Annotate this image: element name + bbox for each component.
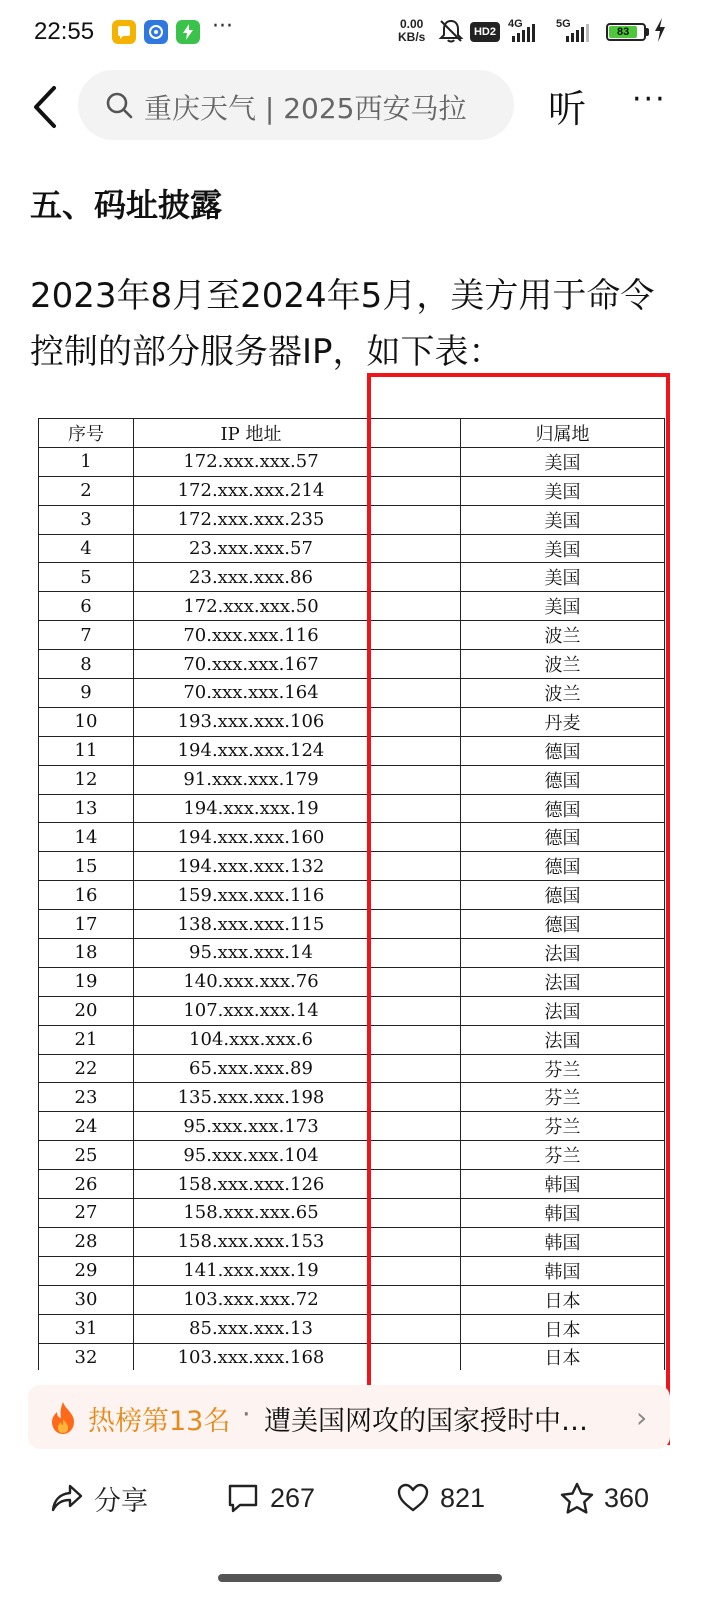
row-location: 德国 [461,736,665,765]
row-ip-address: 23.xxx.xxx.86 [134,563,369,592]
row-ip-address: 158.xxx.xxx.153 [134,1227,369,1256]
row-index: 29 [39,1256,134,1285]
row-location: 美国 [461,592,665,621]
row-ip-address: 172.xxx.xxx.235 [134,505,369,534]
row-ip-address: 158.xxx.xxx.126 [134,1170,369,1199]
hd-badge: HD2 [470,22,500,42]
row-location: 德国 [461,881,665,910]
network-speed-value: 0.00 [399,17,424,31]
row-location: 韩国 [461,1199,665,1228]
favorite-count: 360 [604,1482,650,1513]
fire-icon [48,1401,78,1435]
comment-count: 267 [270,1482,316,1513]
row-ip-address: 70.xxx.xxx.116 [134,621,369,650]
network-type-1: 4G [508,18,523,30]
row-location: 芬兰 [461,1112,665,1141]
row-location: 美国 [461,563,665,592]
row-ip-address: 158.xxx.xxx.65 [134,1199,369,1228]
search-query-text: 重庆天气 | 2025西安马拉 [144,92,467,125]
header-index: 序号 [39,419,134,448]
row-index: 27 [39,1199,134,1228]
row-location: 日本 [461,1343,665,1370]
row-ip-address: 95.xxx.xxx.104 [134,1141,369,1170]
row-index: 6 [39,592,134,621]
row-index: 15 [39,852,134,881]
row-ip-address: 194.xxx.xxx.19 [134,794,369,823]
star-icon [560,1482,594,1514]
status-time: 22:55 [34,18,95,45]
row-ip-address: 194.xxx.xxx.132 [134,852,369,881]
row-location: 美国 [461,534,665,563]
row-location: 波兰 [461,679,665,708]
row-location: 法国 [461,939,665,968]
row-index: 26 [39,1170,134,1199]
row-index: 30 [39,1285,134,1314]
row-location: 德国 [461,765,665,794]
row-location: 法国 [461,996,665,1025]
row-ip-address: 138.xxx.xxx.115 [134,910,369,939]
row-location: 韩国 [461,1256,665,1285]
row-location: 美国 [461,476,665,505]
chevron-right-icon: › [636,1401,648,1434]
row-index: 21 [39,1025,134,1054]
row-location: 丹麦 [461,707,665,736]
row-index: 18 [39,939,134,968]
row-location: 韩国 [461,1170,665,1199]
row-ip-address: 141.xxx.xxx.19 [134,1256,369,1285]
row-ip-address: 95.xxx.xxx.14 [134,939,369,968]
header-ip: IP 地址 [134,419,369,448]
row-index: 13 [39,794,134,823]
row-ip-address: 104.xxx.xxx.6 [134,1025,369,1054]
article-paragraph: 2023年8月至2024年5月，美方用于命令控制的部分服务器IP，如下表： [30,276,655,372]
battery-level: 83 [609,26,637,38]
row-location: 德国 [461,852,665,881]
row-index: 4 [39,534,134,563]
row-ip-address: 193.xxx.xxx.106 [134,707,369,736]
row-ip-address: 140.xxx.xxx.76 [134,967,369,996]
row-location: 芬兰 [461,1141,665,1170]
listen-button[interactable]: 听 [548,87,587,131]
row-ip-address: 194.xxx.xxx.124 [134,736,369,765]
row-index: 11 [39,736,134,765]
row-ip-address: 91.xxx.xxx.179 [134,765,369,794]
hot-list-banner[interactable] [28,1385,670,1449]
header-location: 归属地 [461,419,665,448]
row-ip-address: 85.xxx.xxx.13 [134,1314,369,1343]
row-ip-address: 172.xxx.xxx.214 [134,476,369,505]
section-heading: 五、码址披露 [30,186,223,224]
row-location: 芬兰 [461,1083,665,1112]
row-index: 23 [39,1083,134,1112]
row-location: 韩国 [461,1227,665,1256]
row-index: 1 [39,447,134,476]
heart-icon [396,1482,430,1514]
row-location: 德国 [461,794,665,823]
row-location: 德国 [461,823,665,852]
row-ip-address: 65.xxx.xxx.89 [134,1054,369,1083]
share-label: 分享 [94,1485,148,1517]
row-ip-address: 103.xxx.xxx.72 [134,1285,369,1314]
row-index: 31 [39,1314,134,1343]
hot-separator: · [242,1399,251,1430]
row-index: 20 [39,996,134,1025]
row-index: 7 [39,621,134,650]
row-index: 19 [39,967,134,996]
row-location: 美国 [461,447,665,476]
row-index: 28 [39,1227,134,1256]
row-ip-address: 70.xxx.xxx.164 [134,679,369,708]
hot-rank-label: 热榜第13名 [88,1406,231,1437]
more-notifications-icon: ··· [212,14,233,39]
row-location: 芬兰 [461,1054,665,1083]
network-speed-unit: KB/s [398,30,426,44]
row-index: 25 [39,1141,134,1170]
row-index: 9 [39,679,134,708]
row-ip-address: 194.xxx.xxx.160 [134,823,369,852]
row-index: 22 [39,1054,134,1083]
row-location: 德国 [461,910,665,939]
row-ip-address: 159.xxx.xxx.116 [134,881,369,910]
like-button[interactable] [396,1476,485,1520]
row-location: 法国 [461,1025,665,1054]
row-location: 波兰 [461,650,665,679]
hot-topic-title: 遭美国网攻的国家授时中… [264,1406,588,1437]
row-location: 法国 [461,967,665,996]
row-index: 24 [39,1112,134,1141]
like-count: 821 [440,1482,486,1513]
row-location: 波兰 [461,621,665,650]
favorite-button[interactable] [560,1476,649,1520]
row-location: 日本 [461,1314,665,1343]
row-ip-address: 107.xxx.xxx.14 [134,996,369,1025]
row-ip-address: 95.xxx.xxx.173 [134,1112,369,1141]
row-location: 日本 [461,1285,665,1314]
row-ip-address: 172.xxx.xxx.50 [134,592,369,621]
row-ip-address: 135.xxx.xxx.198 [134,1083,369,1112]
row-index: 3 [39,505,134,534]
row-index: 5 [39,563,134,592]
home-indicator[interactable] [218,1574,502,1582]
row-index: 8 [39,650,134,679]
more-options-button[interactable]: ··· [632,82,667,117]
highlight-box [367,373,670,1445]
row-index: 12 [39,765,134,794]
row-index: 16 [39,881,134,910]
row-ip-address: 23.xxx.xxx.57 [134,534,369,563]
row-index: 17 [39,910,134,939]
network-type-2: 5G [556,18,571,30]
share-icon [50,1483,84,1513]
row-ip-address: 70.xxx.xxx.167 [134,650,369,679]
row-ip-address: 172.xxx.xxx.57 [134,447,369,476]
comment-button[interactable] [226,1476,315,1520]
comment-icon [226,1482,260,1514]
row-index: 2 [39,476,134,505]
row-index: 32 [39,1343,134,1370]
row-location: 美国 [461,505,665,534]
row-index: 10 [39,707,134,736]
row-ip-address: 103.xxx.xxx.168 [134,1343,369,1370]
share-button[interactable] [50,1476,148,1520]
row-index: 14 [39,823,134,852]
